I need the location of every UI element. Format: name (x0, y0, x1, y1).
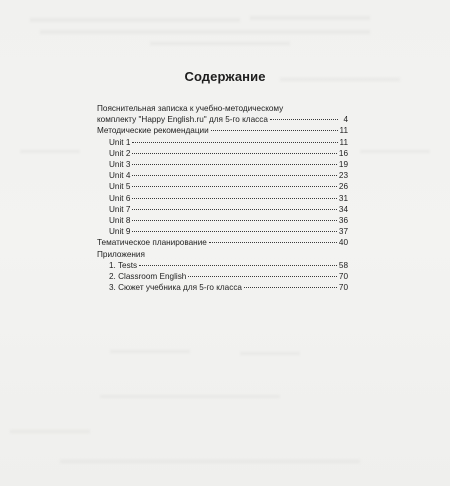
dot-leader (211, 130, 338, 131)
toc-page-number: 70 (338, 283, 348, 293)
dot-leader (188, 276, 337, 277)
toc-page-number: 70 (338, 272, 348, 282)
dot-leader (132, 209, 337, 210)
toc-page-number: 34 (338, 204, 348, 214)
page-title: Содержание (184, 69, 266, 84)
dot-leader (139, 265, 337, 266)
toc-entry-intro-line1: Пояснительная записка к учебно-методическому (97, 104, 284, 113)
toc-entry-unit (97, 193, 348, 204)
bleed-through-mark (60, 460, 360, 463)
toc-entry-unit (97, 226, 348, 237)
toc-page-number: 31 (338, 193, 348, 203)
toc-entry-unit (97, 148, 348, 159)
bleed-through-mark (150, 42, 290, 45)
dot-leader (132, 220, 337, 221)
toc-entry-label: 2. Classroom English (109, 272, 187, 282)
toc-entry-appendix (97, 260, 348, 271)
dot-leader (132, 175, 337, 176)
toc-entry-unit (97, 159, 348, 170)
toc-entry-label: Unit 5 (109, 182, 131, 192)
toc-entry-label: 3. Сюжет учебника для 5-го класса (109, 283, 242, 293)
bleed-through-mark (30, 18, 240, 22)
bleed-through-mark (20, 150, 80, 153)
toc-entry-appendix (97, 282, 348, 293)
toc-entry-unit (97, 137, 348, 148)
toc-entry-label: Unit 9 (109, 227, 131, 237)
toc-entry-unit (97, 181, 348, 192)
toc-page-number: 36 (338, 216, 348, 226)
bleed-through-mark (240, 352, 300, 355)
toc-entry-unit (97, 170, 348, 181)
bleed-through-mark (10, 430, 90, 433)
dot-leader (132, 142, 337, 143)
bleed-through-mark (360, 150, 430, 153)
dot-leader (132, 198, 337, 199)
toc-page-number: 40 (338, 238, 348, 248)
toc-page-number: 23 (338, 171, 348, 181)
toc-entry-label: Unit 2 (109, 148, 131, 158)
toc-page-number: 26 (338, 182, 348, 192)
toc-entry-label: Unit 6 (109, 193, 131, 203)
toc-page-number: 11 (339, 126, 348, 136)
toc-page-number: 19 (338, 160, 348, 170)
toc-page-number: 4 (343, 115, 348, 125)
toc-entry-label: Unit 8 (109, 216, 131, 226)
toc-entry-label: Unit 4 (109, 171, 131, 181)
bleed-through-mark (250, 16, 370, 20)
toc-entry-label: 1. Tests (109, 260, 138, 270)
toc-entry-label: Unit 7 (109, 204, 131, 214)
dot-leader (244, 287, 337, 288)
toc-entry-intro (97, 114, 348, 125)
toc-page-number: 16 (338, 148, 348, 158)
table-of-contents (97, 103, 348, 293)
toc-entry-unit (97, 204, 348, 215)
bleed-through-mark (40, 30, 370, 34)
toc-entry-label: Тематическое планирование (97, 238, 207, 248)
toc-entry-label: Unit 1 (109, 137, 131, 147)
dot-leader (132, 231, 337, 232)
dot-leader (132, 164, 337, 165)
toc-entry-unit (97, 215, 348, 226)
toc-page-number: 11 (339, 137, 348, 147)
toc-entry-method (97, 125, 348, 136)
dot-leader (209, 242, 337, 243)
dot-leader (132, 153, 337, 154)
toc-page-number: 37 (338, 227, 348, 237)
toc-entry-label: комплекту "Happy English.ru" для 5-го класса (97, 115, 268, 125)
dot-leader (270, 119, 338, 120)
bleed-through-mark (110, 350, 190, 353)
toc-entry-label: Методические рекомендации (97, 126, 209, 136)
toc-entry-appendices: Приложения (97, 249, 145, 259)
bleed-through-mark (100, 395, 280, 398)
toc-page-number: 58 (338, 260, 348, 270)
toc-entry-planning (97, 237, 348, 248)
dot-leader (132, 186, 337, 187)
toc-entry-appendix (97, 271, 348, 282)
toc-entry-label: Unit 3 (109, 160, 131, 170)
